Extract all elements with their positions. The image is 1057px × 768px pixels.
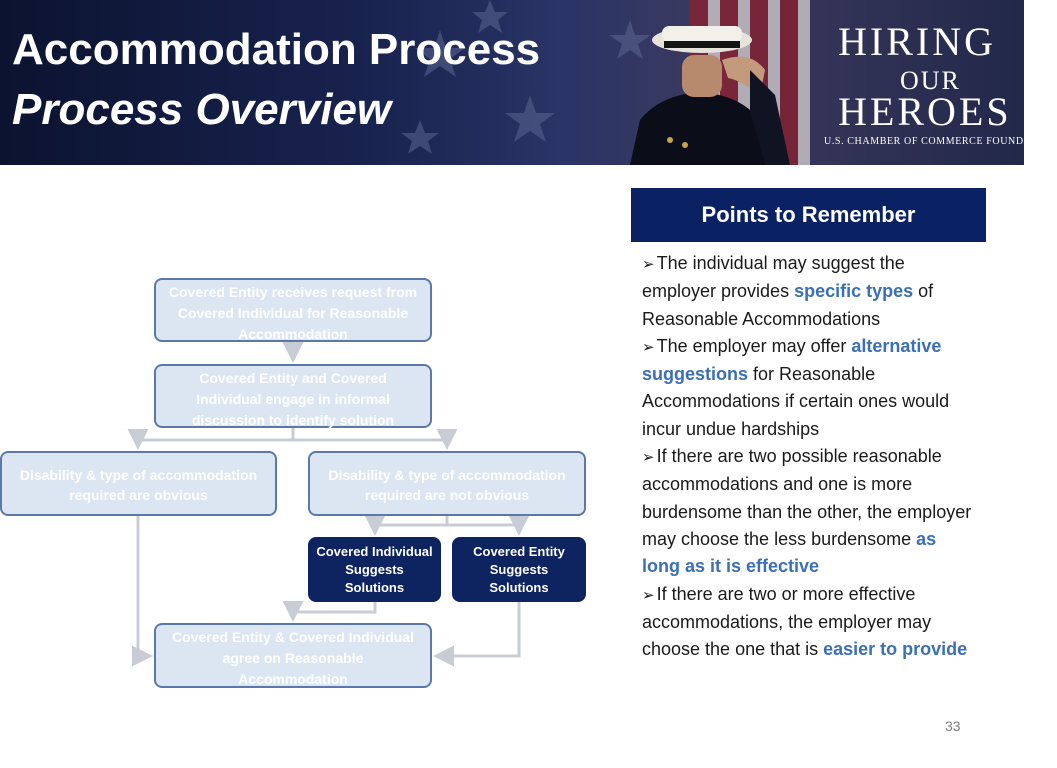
page-number: 33 <box>945 718 961 734</box>
slide-subtitle: Process Overview <box>12 85 392 134</box>
accommodation-flowchart <box>0 260 600 700</box>
flow-entity-suggests: Covered Entity Suggests Solutions <box>452 537 586 602</box>
logo-word-hiring: HIRING <box>838 19 996 64</box>
points-to-remember-heading: Points to Remember <box>631 188 986 242</box>
header-banner <box>0 0 1057 165</box>
saluting-soldier-image <box>600 0 810 165</box>
point-item <box>642 333 977 443</box>
point-highlight: as long as it is effective <box>642 528 937 577</box>
point-item <box>642 443 977 580</box>
slide-title: Accommodation Process <box>12 25 541 74</box>
point-item <box>642 581 977 664</box>
point-text: for Reasonable Accommodations if certain ones would incur undue hardships <box>642 364 950 439</box>
flow-branch-obvious: Disability & type of accommodation required are obvious <box>0 451 277 516</box>
flow-step-agreement: Covered Entity & Covered Individual agree on Reasonable Accommodation <box>154 623 432 688</box>
point-item <box>642 250 977 333</box>
logo-tagline: U.S. CHAMBER OF COMMERCE FOUNDATION <box>824 136 1057 147</box>
point-text: of Reasonable Accommodations <box>642 281 934 329</box>
flow-branch-not-obvious: Disability & type of accommodation required are not obvious <box>308 451 586 516</box>
arrow-bullet-icon: ➢ <box>642 338 655 356</box>
point-text: The individual may suggest the employer provides <box>642 253 905 302</box>
point-highlight: specific types <box>794 281 914 302</box>
arrow-bullet-icon: ➢ <box>642 586 655 604</box>
point-text: If there are two possible reasonable accommodations and one is more burdensome than the other, the employer may choose the less burdensome <box>642 446 972 549</box>
flow-individual-suggests: Covered Individual Suggests Solutions <box>308 537 441 602</box>
point-highlight: easier to provide <box>823 639 968 660</box>
points-list <box>642 250 977 663</box>
hiring-our-heroes-logo <box>822 18 1057 153</box>
point-text: If there are two or more effective accommodations, the employer may choose the one that is <box>642 583 932 660</box>
flow-step-informal-discussion: Covered Entity and Covered Individual engage in informal discussion to identify solution <box>154 364 432 428</box>
point-text: The employer may offer <box>656 335 852 356</box>
point-highlight: alternative suggestions <box>642 335 942 385</box>
logo-word-our: OUR <box>900 66 961 95</box>
logo-word-heroes: HEROES <box>838 89 1012 134</box>
flow-step-request-received: Covered Entity receives request from Covered Individual for Reasonable Accommodation <box>154 278 432 342</box>
arrow-bullet-icon: ➢ <box>642 449 655 467</box>
arrow-bullet-icon: ➢ <box>642 256 655 273</box>
